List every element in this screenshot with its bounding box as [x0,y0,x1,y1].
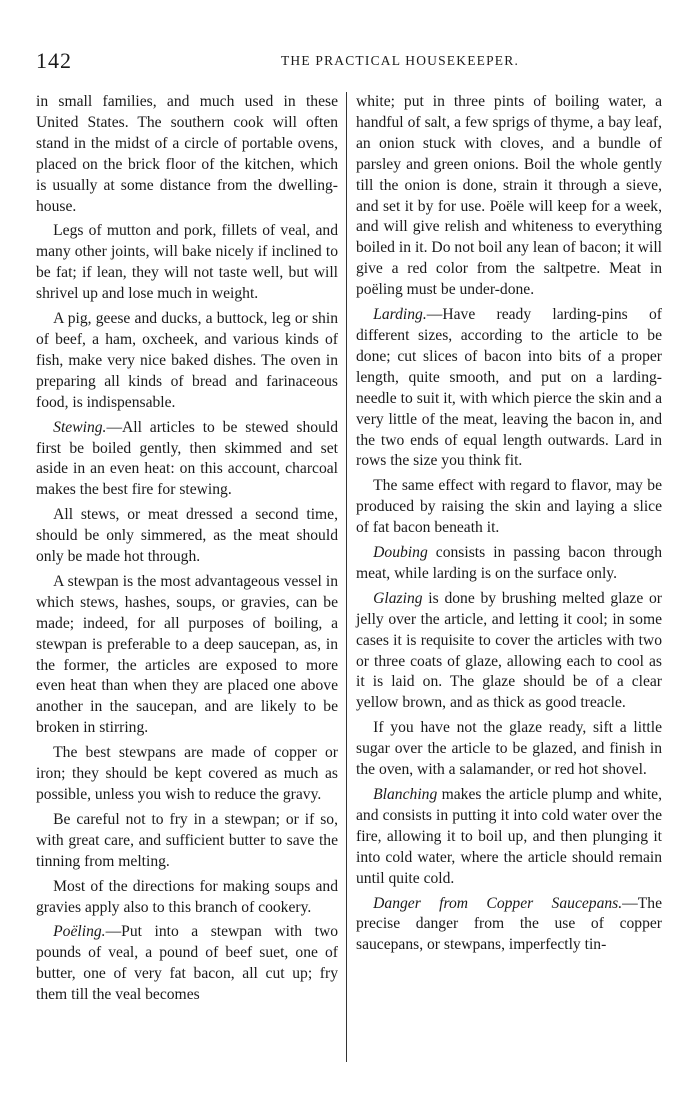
paragraph: Legs of mutton and pork, fillets of veal, and many other joints, will bake nicely if inclined to be fat; if lean, they will not taste well, but will shrivel up and lose much in weight. [36,222,338,303]
paragraph: All stews, or meat dressed a second time, should be only simmered, as the meat should only be made hot through. [36,506,338,566]
paragraph: If you have not the glaze ready, sift a little sugar over the article to be glazed, and finish in the oven, with a salamander, or red hot shovel. [356,719,662,779]
paragraph: Most of the directions for making soups and gravies apply also to this branch of cookery. [36,877,338,916]
paragraph: The same effect with regard to flavor, may be produced by raising the skin and laying a slice of fat bacon beneath it. [356,477,662,537]
paragraph: A stewpan is the most advantageous vessel in which stews, hashes, soups, or gravies, can be made; indeed, for all purposes of boiling, a stewpan is preferable to a deep saucepan, as, in the former, the articles are exposed to more even heat than when they are placed one above another in the saucepan, and are likely to be broken in stirring. [36,572,338,737]
section-lead: Blanching [373,786,438,803]
paragraph: Poëling.—Put into a stewpan with two pounds of veal, a pound of beef suet, one of butter, one of very fat bacon, all cut up; fry them till the veal becomes [36,923,338,1004]
right-column [356,92,662,956]
section-lead: Doubing [373,544,428,562]
paragraph: Danger from Copper Saucepans.—The precise danger from the use of copper saucepans, or stewpans, imperfectly tin- [356,894,662,954]
page-header [36,48,664,78]
left-column [36,92,338,1006]
page-number: 142 [36,48,72,73]
paragraph: Doubing consists in passing bacon through meat, while larding is on the surface only. [356,544,662,582]
section-lead: Danger from Copper Saucepans. [373,894,623,912]
section-lead: Larding. [373,306,427,324]
paragraph: Blanching makes the article plump and white, and consists in putting it into cold water over the fire, allowing it to boil up, and then plunging it into cold water, where the article should remain until quite cold. [356,786,662,887]
paragraph: Glazing is done by brushing melted glaze or jelly over the article, and letting it cool; in some cases it is requisite to cover the articles with two or three coats of glaze, allowing each to cool as it is laid on. The glaze should be of a clear yellow brown, and as thick as good treacle. [356,589,662,712]
paragraph: Be careful not to fry in a stewpan; or if so, with great care, and sufficient butter to save the tinning from melting. [36,810,338,870]
paragraph: in small families, and much used in these United States. The southern cook will often stand in the midst of a circle of portable ovens, placed on the brick floor of the kitchen, which is usually at some distance from the dwelling-house. [36,93,338,215]
paragraph: Stewing.—All articles to be stewed should first be boiled gently, then skimmed and set aside in an even heat: on this account, charcoal makes the best fire for stewing. [36,418,338,499]
section-lead: Glazing [373,589,423,607]
paragraph: A pig, geese and ducks, a buttock, leg or shin of beef, a ham, oxcheek, and various kinds of fish, make very nice baked dishes. The oven in preparing all kinds of bread and farinaceous food, is indispensable. [36,310,338,411]
section-lead: Poëling. [53,923,106,941]
paragraph: The best stewpans are made of copper or iron; they should be kept covered as much as possible, unless you wish to reduce the gravy. [36,744,338,803]
running-head: THE PRACTICAL HOUSEKEEPER. [280,53,520,68]
paragraph: white; put in three pints of boiling water, a handful of salt, a few sprigs of thyme, a bay leaf, an onion stuck with cloves, and a bundle of parsley and green onions. Boil the whole gently till the onion is done, strain it through a sieve, and set it by for use. Poële will keep for a week, and will give relish and whiteness to everything boiled in it. Do not boil any lean of bacon; it will give a red color from the saltpetre. Meat in poëling must be under-done. [356,93,662,299]
paragraph: Larding.—Have ready larding-pins of different sizes, according to the article to be done; cut slices of bacon into bits of a proper length, quite smooth, and put on a larding-needle to suit it, with which pierce the skin and a very little of the meat, leaving the bacon in, and the two ends of equal length outwards. Lard in rows the size you think fit. [356,306,662,470]
column-divider [346,92,347,1062]
section-lead: Stewing. [53,418,107,436]
